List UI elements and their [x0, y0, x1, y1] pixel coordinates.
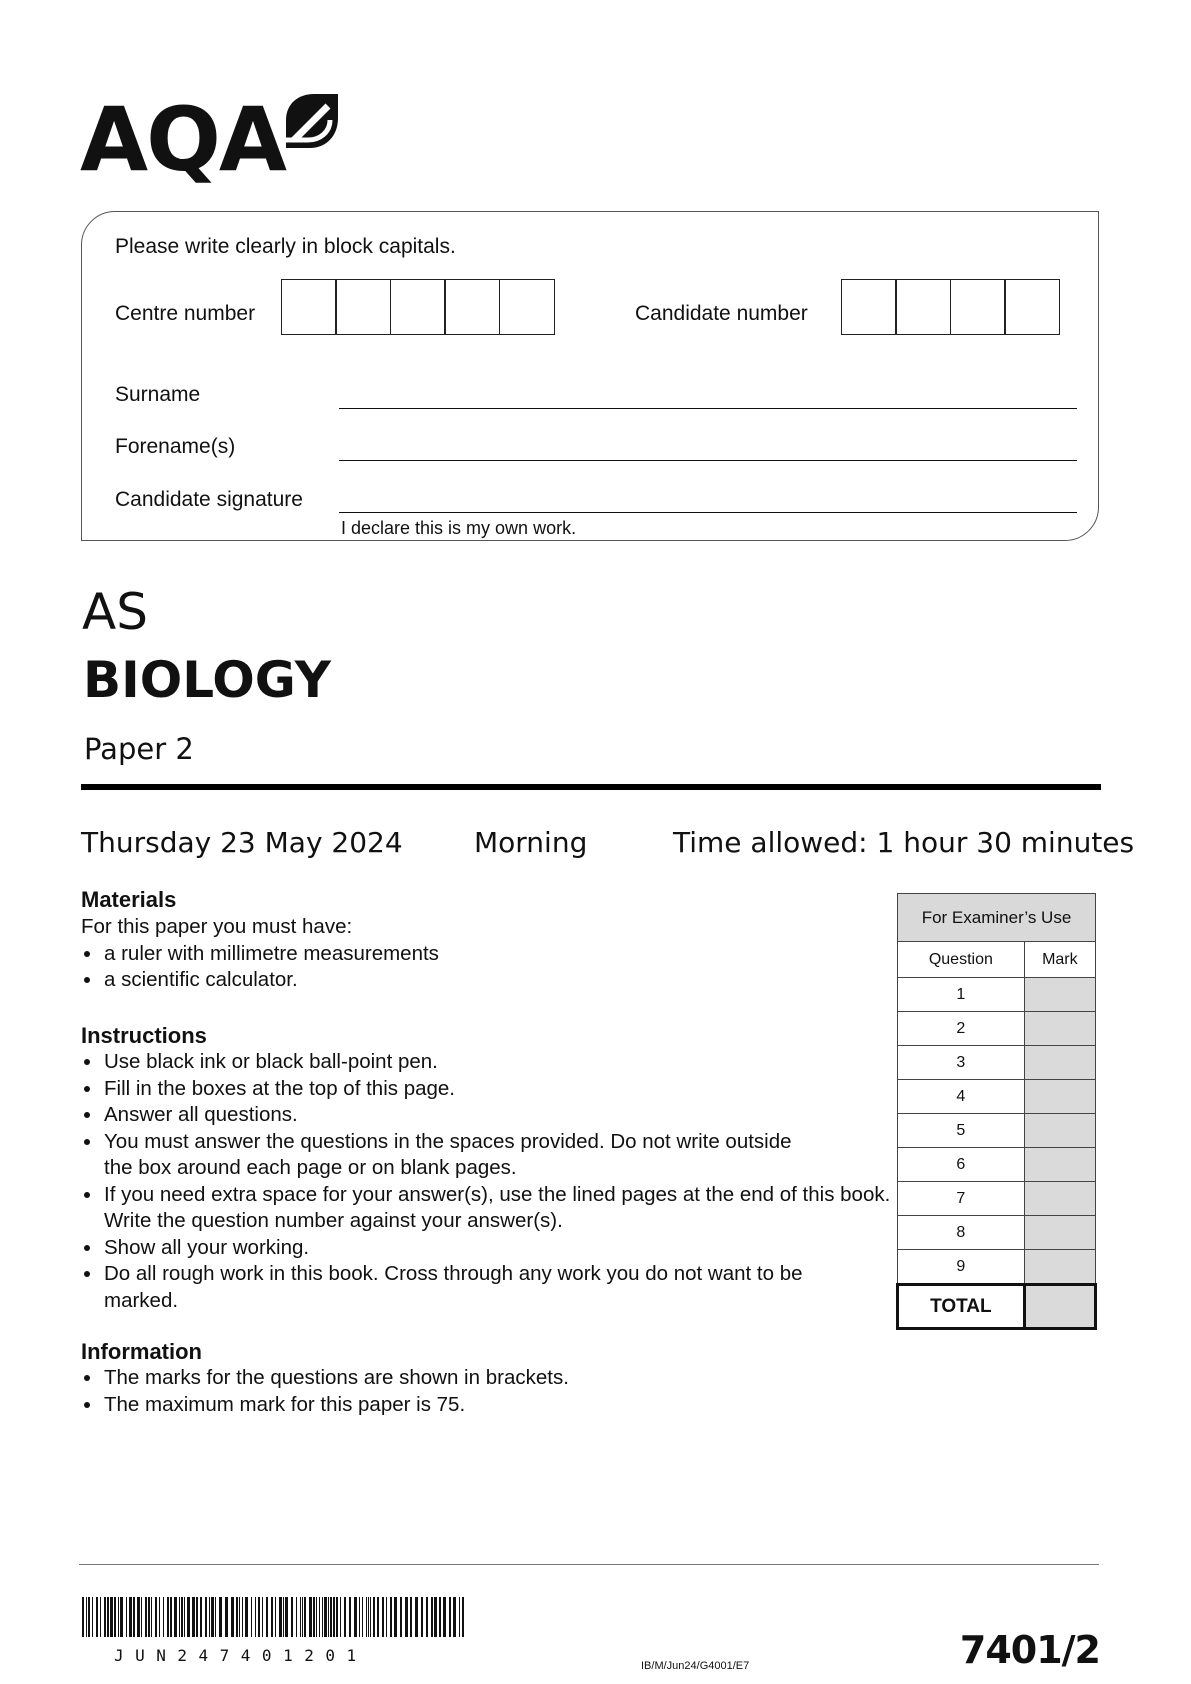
materials-item: a ruler with millimetre measurements [81, 941, 861, 968]
materials-item: a scientific calculator. [81, 967, 861, 994]
candidate-digit-box[interactable] [841, 279, 897, 335]
candidate-number-boxes[interactable] [842, 279, 1060, 335]
question-number: 3 [898, 1046, 1025, 1080]
surname-label: Surname [115, 383, 201, 406]
mark-cell[interactable] [1024, 1080, 1095, 1114]
examiner-use-table [896, 893, 1097, 1330]
instruction-item: Use black ink or black ball-point pen. [81, 1049, 871, 1076]
mark-column-header: Mark [1024, 942, 1095, 978]
total-mark-cell[interactable] [1024, 1285, 1095, 1329]
examiner-use-heading: For Examiner’s Use [898, 894, 1096, 942]
centre-number-label: Centre number [115, 302, 256, 325]
centre-digit-box[interactable] [444, 279, 500, 335]
barcode-icon [82, 1597, 468, 1637]
candidate-digit-box[interactable] [950, 279, 1006, 335]
forenames-label: Forename(s) [115, 435, 236, 458]
instruction-item: Show all your working. [81, 1235, 871, 1262]
question-column-header: Question [898, 942, 1025, 978]
information-heading: Information [81, 1339, 202, 1364]
centre-number-boxes[interactable] [282, 279, 555, 335]
question-number: 2 [898, 1012, 1025, 1046]
footer-rule [79, 1564, 1099, 1565]
total-label: TOTAL [898, 1285, 1025, 1329]
time-allowed: Time allowed: 1 hour 30 minutes [673, 826, 1135, 859]
candidate-digit-box[interactable] [1004, 279, 1060, 335]
qualification-level: AS [82, 583, 148, 641]
paper-reference: IB/M/Jun24/G4001/E7 [641, 1660, 750, 1672]
subject-title: BIOLOGY [83, 651, 331, 709]
information-section [81, 1365, 861, 1418]
instruction-item: Do all rough work in this book. Cross through any work you do not want to be marked. [81, 1261, 839, 1314]
question-number: 9 [898, 1250, 1025, 1285]
instruction-item: Fill in the boxes at the top of this page. [81, 1076, 871, 1103]
signature-line[interactable] [339, 512, 1077, 513]
declaration-text: I declare this is my own work. [341, 518, 577, 538]
paper-number: Paper 2 [84, 732, 194, 766]
title-rule [81, 784, 1101, 790]
instructions-heading: Instructions [81, 1023, 207, 1048]
barcode-text: JUN247401201 [114, 1646, 368, 1665]
centre-digit-box[interactable] [335, 279, 391, 335]
materials-section [81, 914, 861, 994]
surname-line[interactable] [339, 408, 1077, 409]
mark-cell[interactable] [1024, 1012, 1095, 1046]
question-number: 4 [898, 1080, 1025, 1114]
mark-cell[interactable] [1024, 978, 1095, 1012]
mark-cell[interactable] [1024, 1250, 1095, 1285]
question-number: 6 [898, 1148, 1025, 1182]
centre-digit-box[interactable] [499, 279, 555, 335]
question-number: 7 [898, 1182, 1025, 1216]
mark-cell[interactable] [1024, 1216, 1095, 1250]
forenames-line[interactable] [339, 460, 1077, 461]
exam-session: Morning [474, 826, 588, 859]
instruction-item: Answer all questions. [81, 1102, 871, 1129]
instruction-item: You must answer the questions in the spaces provided. Do not write outside the box around each page or on blank pages. [81, 1129, 794, 1182]
materials-heading: Materials [81, 887, 177, 912]
question-number: 5 [898, 1114, 1025, 1148]
centre-digit-box[interactable] [390, 279, 446, 335]
information-item: The marks for the questions are shown in brackets. [81, 1365, 861, 1392]
centre-digit-box[interactable] [281, 279, 337, 335]
mark-cell[interactable] [1024, 1114, 1095, 1148]
information-item: The maximum mark for this paper is 75. [81, 1392, 861, 1419]
instruction-item: If you need extra space for your answer(s), use the lined pages at the end of this book. Write the question number against your answer(s). [81, 1182, 894, 1235]
exam-date: Thursday 23 May 2024 [81, 826, 403, 859]
paper-code: 7401/2 [959, 1628, 1100, 1672]
aqa-logo-mark-icon [280, 90, 342, 152]
materials-intro: For this paper you must have: [81, 915, 353, 938]
mark-cell[interactable] [1024, 1148, 1095, 1182]
question-number: 1 [898, 978, 1025, 1012]
candidate-number-label: Candidate number [635, 302, 808, 325]
mark-cell[interactable] [1024, 1046, 1095, 1080]
candidate-digit-box[interactable] [895, 279, 951, 335]
aqa-logo-text: AQA [80, 88, 286, 191]
question-number: 8 [898, 1216, 1025, 1250]
mark-cell[interactable] [1024, 1182, 1095, 1216]
block-capitals-note: Please write clearly in block capitals. [115, 235, 456, 258]
signature-label: Candidate signature [115, 488, 303, 511]
instructions-section [81, 1049, 891, 1314]
